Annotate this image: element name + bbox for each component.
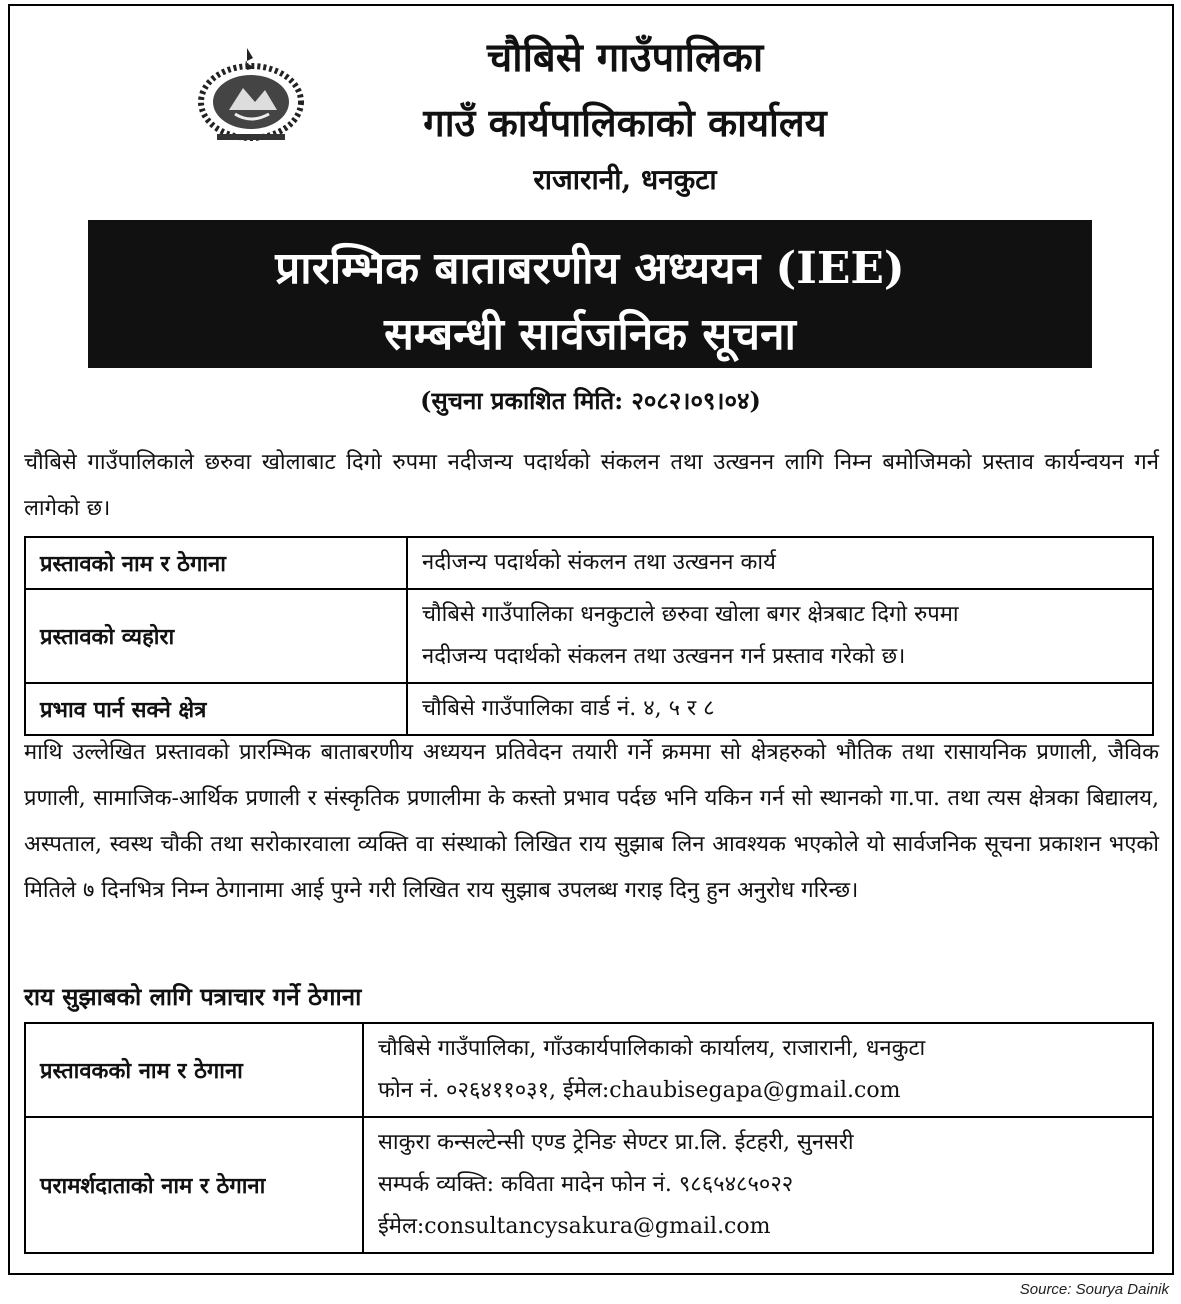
notice-title-line-2: सम्बन्धी सार्वजनिक सूचना — [384, 309, 796, 360]
row-value-line: फोन नं. ०२६४११०३१, ईमेल:chaubisegapa@gmail.com — [378, 1078, 901, 1103]
row-label: परामर्शदाताको नाम र ठेगाना — [25, 1117, 363, 1253]
notice-title-banner — [88, 220, 1092, 368]
row-label: प्रभाव पार्न सक्ने क्षेत्र — [25, 683, 407, 735]
intro-paragraph: चौबिसे गाउँपालिकाले छरुवा खोलाबाट दिगो रुपमा नदीजन्य पदार्थको संकलन तथा उत्खनन लागि निम्न बमोजिमको प्रस्ताव कार्यन्वयन गर्न लागेको छ। — [24, 450, 1159, 521]
row-value — [407, 683, 1153, 735]
table-row — [25, 589, 1153, 683]
row-label: प्रस्तावको नाम र ठेगाना — [25, 537, 407, 589]
office-name: गाउँ कार्यपालिकाको कार्यालय — [423, 100, 827, 145]
proposal-table — [24, 536, 1154, 736]
row-value — [407, 589, 1153, 683]
row-value-line: चौबिसे गाउँपालिका धनकुटाले छरुवा खोला बगर क्षेत्रबाट दिगो रुपमा — [422, 602, 959, 627]
row-value — [363, 1117, 1153, 1253]
publish-date: (सुचना प्रकाशित मिति: २०८२।०९।०४) — [420, 386, 761, 415]
table-row — [25, 1023, 1153, 1117]
row-value-line: चौबिसे गाउँपालिका वार्ड नं. ४, ५ र ८ — [422, 696, 715, 721]
body-paragraph: माथि उल्लेखित प्रस्तावको प्रारम्भिक बाताबरणीय अध्ययन प्रतिवेदन तयारी गर्ने क्रममा सो क्षेत्रहरुको भौतिक तथा रासायनिक प्रणाली, जैविक प्रणाली, सामाजिक-आर्थिक प्रणाली र संस्कृतिक प्रणालीमा के कस्तो प्रभाव पर्दछ भनि यकिन गर्न सो स्थानको गा.पा. तथा त्यस क्षेत्रका बिद्यालय, अस्पताल, स्वस्थ चौकी तथा सरोकारवाला व्यक्ति वा संस्थाको लिखित राय सुझाब लिन आवश्यक भएकोले यो सार्वजनिक सूचना प्रकाशन भएको मितिले ७ दिनभित्र निम्न ठेगानामा आई पुग्ने गरी लिखित राय सुझाब उपलब्ध गराइ दिनु हुन अनुरोध गरिन्छ। — [24, 740, 1159, 903]
row-label: प्रस्तावको व्यहोरा — [25, 589, 407, 683]
table-row — [25, 683, 1153, 735]
row-value-line: नदीजन्य पदार्थको संकलन तथा उत्खनन कार्य — [422, 550, 776, 575]
contact-table — [24, 1022, 1154, 1254]
contact-heading: राय सुझाबको लागि पत्राचार गर्ने ठेगाना — [24, 982, 362, 1011]
row-value — [363, 1023, 1153, 1117]
row-value — [407, 537, 1153, 589]
government-emblem-icon — [195, 44, 307, 144]
row-value-line: सम्पर्क व्यक्ति: कविता मादेन फोन नं. ९८६५४८५०२२ — [378, 1172, 794, 1197]
municipality-name: चौबिसे गाउँपालिका — [486, 34, 764, 81]
row-value-line: साकुरा कन्सल्टेन्सी एण्ड ट्रेनिङ सेण्टर प्रा.लि. ईटहरी, सुनसरी — [378, 1130, 854, 1155]
row-value-line: ईमेल:consultancysakura@gmail.com — [378, 1214, 771, 1239]
notice-title-line-1: प्रारम्भिक बाताबरणीय अध्ययन (IEE) — [275, 243, 905, 294]
table-row — [25, 537, 1153, 589]
row-value-line: नदीजन्य पदार्थको संकलन तथा उत्खनन गर्न प्रस्ताव गरेको छ। — [422, 644, 906, 669]
row-value-line: चौबिसे गाउँपालिका, गाँउकार्यपालिकाको कार्यालय, राजारानी, धनकुटा — [378, 1036, 926, 1061]
source-credit: Source: Sourya Dainik — [1019, 1281, 1169, 1298]
row-label: प्रस्तावकको नाम र ठेगाना — [25, 1023, 363, 1117]
table-row — [25, 1117, 1153, 1253]
office-location: राजारानी, धनकुटा — [533, 163, 717, 196]
